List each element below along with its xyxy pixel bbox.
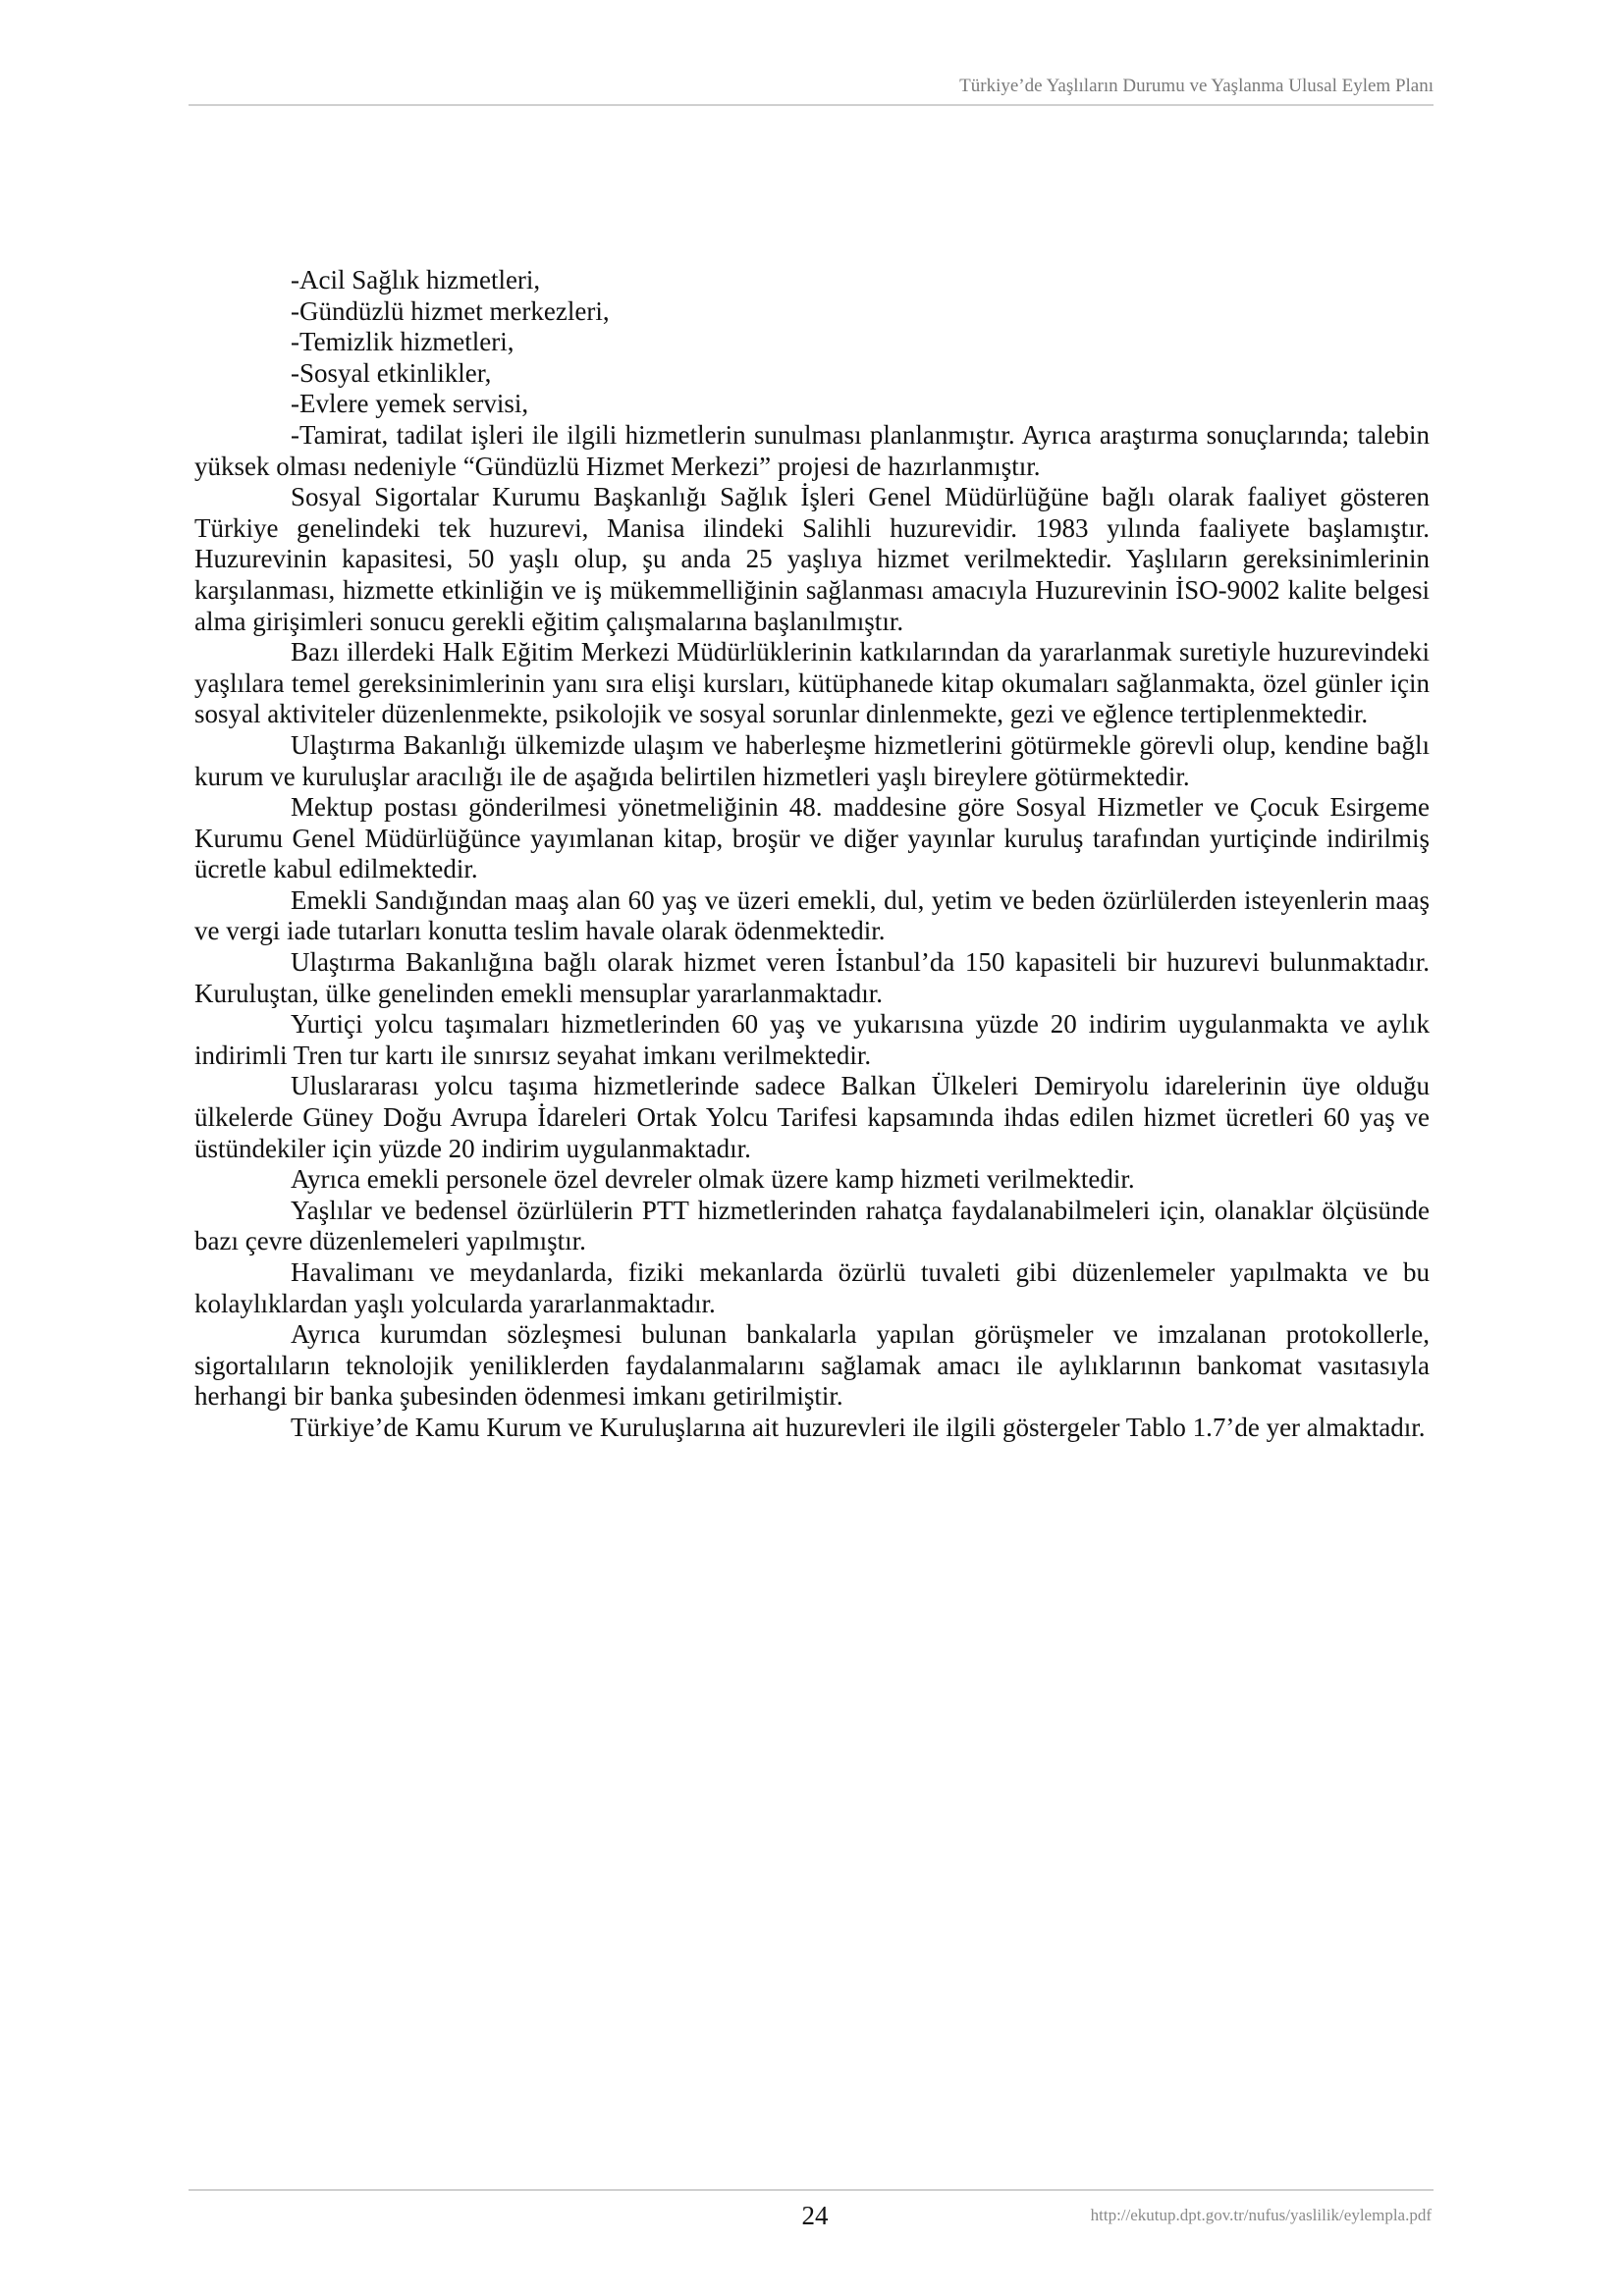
list-item: -Temizlik hizmetleri,	[291, 327, 514, 357]
paragraph-yurtici-yolcu: Yurtiçi yolcu taşımaları hizmetlerinden 60 yaş ve yukarısına yüzde 20 indirim uygulanmakta ve aylık indirimli Tren tur kartı ile sınırsız seyahat imkanı verilmektedir.	[194, 1009, 1430, 1070]
source-url: http://ekutup.dpt.gov.tr/nufus/yaslilik/eylempla.pdf	[1090, 2206, 1432, 2224]
paragraph-tamirat: -Tamirat, tadilat işleri ile ilgili hizmetlerin sunulması planlanmıştır. Ayrıca araştırma sonuçlarında; talebin yüksek olması nedeniyle “Gündüzlü Hizmet Merkezi” projesi de hazırlanmıştır.	[194, 419, 1430, 481]
document-body	[194, 265, 1430, 1444]
paragraph-bankalar: Ayrıca kurumdan sözleşmesi bulunan bankalarla yapılan görüşmeler ve imzalanan protokollerle, sigortalıların teknolojik yeniliklerden faydalanmalarını sağlamak amacı ile aylıklarının bankomat vasıtasıyla herhangi bir banka şubesinden ödenmesi imkanı getirilmiştir.	[194, 1319, 1430, 1412]
list-item: -Evlere yemek servisi,	[291, 389, 529, 419]
paragraph-emekli-sandigi: Emekli Sandığından maaş alan 60 yaş ve üzeri emekli, dul, yetim ve beden özürlülerden isteyenlerin maaş ve vergi iade tutarları konutta teslim havale olarak ödenmektedir.	[194, 884, 1430, 946]
paragraph-mektup-postasi: Mektup postası gönderilmesi yönetmeliğinin 48. maddesine göre Sosyal Hizmetler ve Çocuk Esirgeme Kurumu Genel Müdürlüğünce yayımlanan kitap, broşür ve diğer yayınlar kuruluş tarafından yurtiçinde indirilmiş ücretle kabul edilmektedir.	[194, 792, 1430, 884]
list-item: -Gündüzlü hizmet merkezleri,	[291, 295, 610, 326]
page-number: 24	[801, 2201, 829, 2230]
paragraph-ptt-hizmetleri: Yaşlılar ve bedensel özürlülerin PTT hizmetlerinden rahatça faydalanabilmeleri için, olanaklar ölçüsünde bazı çevre düzenlemeleri yapılmıştır.	[194, 1195, 1430, 1256]
paragraph-kamp-hizmeti: Ayrıca emekli personele özel devreler olmak üzere kamp hizmeti verilmektedir.	[291, 1164, 1135, 1195]
paragraph-halk-egitim: Bazı illerdeki Halk Eğitim Merkezi Müdürlüklerinin katkılarından da yararlanmak suretiyle huzurevindeki yaşlılara temel gereksinimlerinin yanı sıra elişi kursları, kütüphanede kitap okumaları sağlanmakta, özel günler için sosyal aktiviteler düzenlenmekte, psikolojik ve sosyal sorunlar dinlenmekte, gezi ve eğlence tertiplenmektedir.	[194, 637, 1430, 729]
paragraph-ssk-huzurevi: Sosyal Sigortalar Kurumu Başkanlığı Sağlık İşleri Genel Müdürlüğüne bağlı olarak faaliyet gösteren Türkiye genelindeki tek huzurevi, Manisa ilindeki Salihli huzurevidir. 1983 yılında faaliyete başlamıştır. Huzurevinin kapasitesi, 50 yaşlı olup, şu anda 25 yaşlıya hizmet verilmektedir. Yaşlıların gereksinimlerinin karşılanması, hizmette etkinliğin ve iş mükemmelliğinin sağlanması amacıyla Huzurevinin İSO-9002 kalite belgesi alma girişimleri sonucu gerekli eğitim çalışmalarına başlanılmıştır.	[194, 482, 1430, 636]
running-header: Türkiye’de Yaşlıların Durumu ve Yaşlanma Ulusal Eylem Planı	[959, 76, 1434, 96]
paragraph-havalimani: Havalimanı ve meydanlarda, fiziki mekanlarda özürlü tuvaleti gibi düzenlemeler yapılmakta ve bu kolaylıklardan yaşlı yolcularda yararlanmaktadır.	[194, 1257, 1430, 1318]
paragraph-uluslararasi-yolcu: Uluslararası yolcu taşıma hizmetlerinde sadece Balkan Ülkeleri Demiryolu idarelerinin üye olduğu ülkelerde Güney Doğu Avrupa İdareleri Ortak Yolcu Tarifesi kapsamında ihdas edilen hizmet ücretleri 60 yaş ve üstündekiler için yüzde 20 indirim uygulanmaktadır.	[194, 1071, 1430, 1163]
paragraph-ulastirma-bakanligi: Ulaştırma Bakanlığı ülkemizde ulaşım ve haberleşme hizmetlerini götürmekle görevli olup, kendine bağlı kurum ve kuruluşlar aracılığı ile de aşağıda belirtilen hizmetleri yaşlı bireylere götürmektedir.	[194, 729, 1430, 791]
header-divider	[189, 104, 1434, 106]
paragraph-tablo-reference: Türkiye’de Kamu Kurum ve Kuruluşlarına ait huzurevleri ile ilgili göstergeler Tablo 1.7’de yer almaktadır.	[291, 1412, 1426, 1442]
paragraph-istanbul-huzurevi: Ulaştırma Bakanlığına bağlı olarak hizmet veren İstanbul’da 150 kapasiteli bir huzurevi bulunmaktadır. Kuruluştan, ülke genelinden emekli mensuplar yararlanmaktadır.	[194, 947, 1430, 1008]
list-item: -Acil Sağlık hizmetleri,	[291, 265, 541, 294]
footer-divider	[189, 2189, 1434, 2191]
list-item: -Sosyal etkinlikler,	[291, 357, 492, 388]
